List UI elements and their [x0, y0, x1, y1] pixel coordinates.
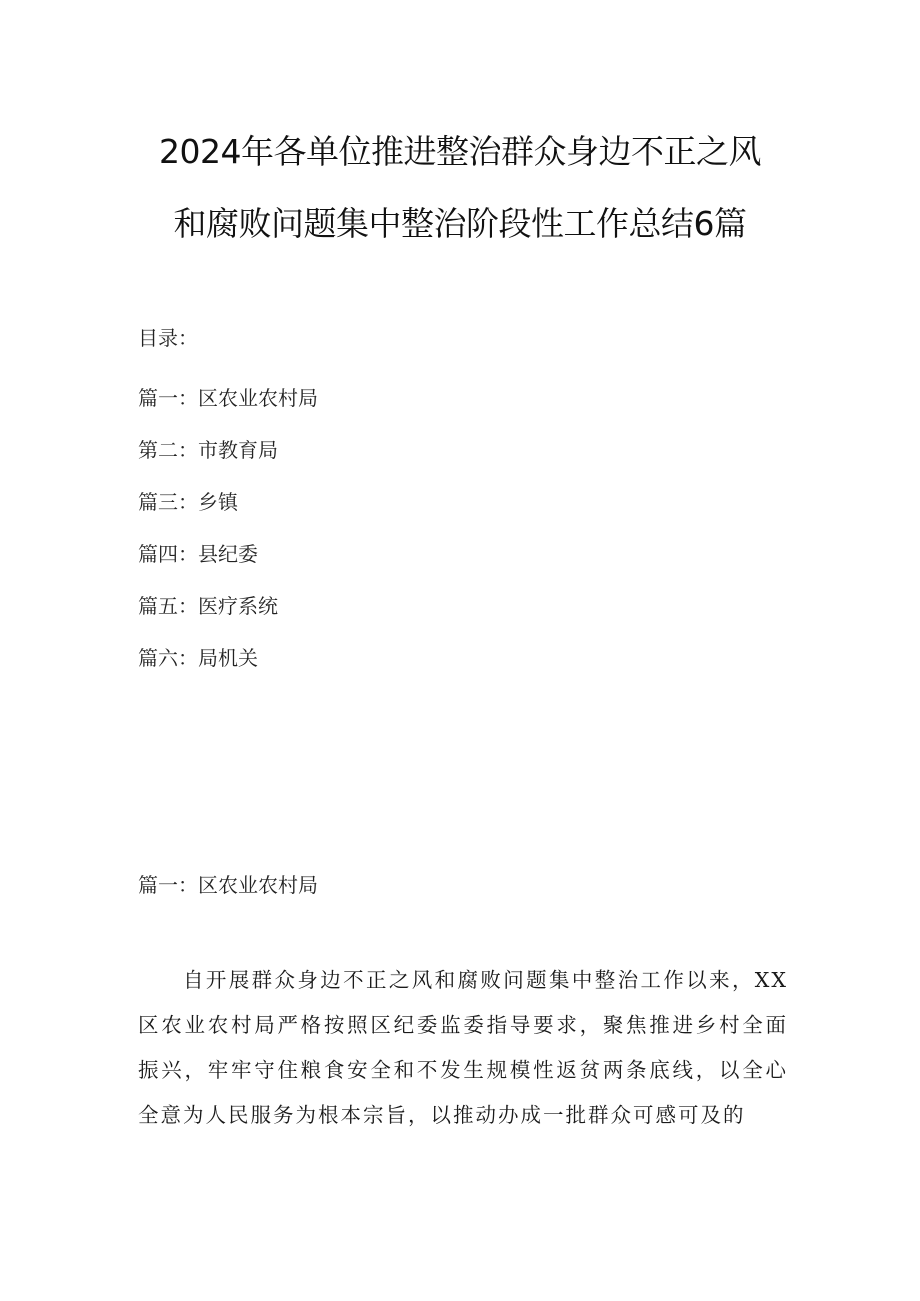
toc-item-2[interactable]: 第二：市教育局 [138, 438, 278, 462]
toc-item-1[interactable]: 篇一：区农业农村局 [138, 386, 318, 410]
body-paragraph: 自开展群众身边不正之风和腐败问题集中整治工作以来，XX区农业农村局严格按照区纪委监委指导要求，聚焦推进乡村全面振兴，牢牢守住粮食安全和不发生规模性返贫两条底线，以全心全意为人民服务为根本宗旨，以推动办成一批群众可感可及的 [138, 968, 788, 1127]
table-of-contents [138, 372, 318, 684]
section-heading: 篇一：区农业农村局 [138, 873, 318, 897]
toc-item-5[interactable]: 篇五：医疗系统 [138, 594, 278, 618]
toc-item-4[interactable]: 篇四：县纪委 [138, 542, 258, 566]
toc-item-6[interactable]: 篇六：局机关 [138, 646, 258, 670]
toc-item-3[interactable]: 篇三：乡镇 [138, 490, 238, 514]
toc-label: 目录： [138, 326, 198, 350]
document-title-line-2: 和腐败问题集中整治阶段性工作总结6篇 [173, 204, 747, 243]
document-title-line-1: 2024年各单位推进整治群众身边不正之风 [159, 132, 761, 171]
